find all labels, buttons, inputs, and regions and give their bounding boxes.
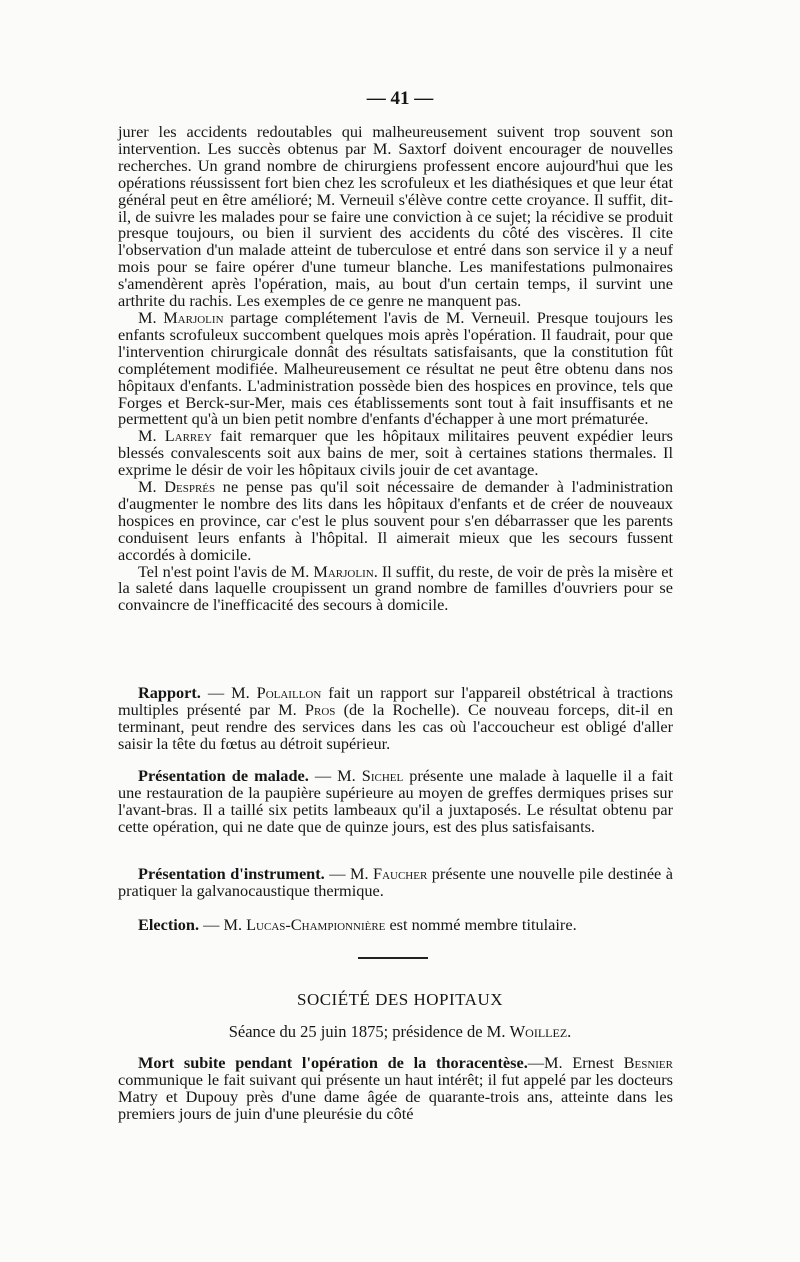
paragraph: M. Després ne pense pas qu'il soit nécessaire de demander à l'administration d'augmenter le nombre des lits dans les hôpitaux d'enfants et de créer de nouveaux hospices en province, car c'est le plus souvent pour s'en débarrasser que les parents conduisent leurs enfants à l'hôpital. Il aimerait mieux que les secours fussent accordés à domicile. <box>118 477 674 564</box>
author-name: Lucas-Championnière <box>246 915 386 934</box>
author-name: Marjolin <box>313 561 374 581</box>
continuation-text <box>118 124 673 614</box>
author-name: Faucher <box>373 864 428 883</box>
author-name: Larrey <box>164 426 212 446</box>
author-name: Després <box>164 477 216 497</box>
author-name: Pros <box>304 699 336 719</box>
president-name: Woillez <box>509 1022 568 1041</box>
society-title: SOCIÉTÉ DES HOPITAUX <box>296 990 504 1009</box>
author-name: Marjolin <box>163 307 224 327</box>
paragraph: Tel n'est point l'avis de M. Marjolin. Il suffit, du reste, de voir de près la misère et la saleté dans laquelle croupissent un grand nombre de familles d'ouvriers pour se convaincre de l'inefficacité des secours à domicile. <box>118 561 673 615</box>
presentation-malade-section: Présentation de malade. — M. Sichel présente une malade à laquelle il a fait une restauration de la paupière supérieure au moyen de greffes dermiques prises sur l'avant-bras. Il a taillé six petits lambeaux qu'il a juxtaposés. Le résultat obtenu par cette opération, qui ne date que de quinze jours, est des plus satisfaisants. <box>118 766 674 836</box>
page-number: — 41 — <box>366 88 434 109</box>
paragraph: M. Larrey fait remarquer que les hôpitaux militaires peuvent expédier leurs blessés convalescents soit aux bains de mer, soit à certaines stations thermales. Il exprime le désir de voir les hôpitaux civils jouir de cet avantage. <box>118 426 673 480</box>
election-section: Election. — M. Lucas-Championnière est nommé membre titulaire. <box>138 915 577 934</box>
presentation-instrument-section: Présentation d'instrument. — M. Faucher présente une nouvelle pile destinée à pratiquer la galvanocaustique thermique. <box>118 864 673 900</box>
author-name: Besnier <box>623 1053 673 1072</box>
paragraph: jurer les accidents redoutables qui malheureusement suivent trop souvent son intervention. Les succès obtenus par M. Saxtorf doivent encourager de nouvelles recherches. Un grand nombre de chirurgiens professent encore aujourd'hui que les opérations réussissent fort bien chez les scrofuleux et les diathésiques et que leur état général peut en être amélioré; M. Verneuil s'élève contre cette croyance. Il suffit, dit-il, de suivre les malades pour se faire une conviction à ce sujet; la récidive se produit presque toujours, ou bien il survient des accidents du côté des viscères. Il cite l'observation d'un malade atteint de tuberculose et entré dans son service il y a neuf mois pour se faire opérer d'une tumeur blanche. Les manifestations pulmonaires s'amendèrent après l'opération, mais, au bout d'un certain temps, il survint une arthrite du rachis. Les exemples de ce genre ne manquent pas. <box>118 122 673 311</box>
session-line: Séance du 25 juin 1875; présidence de M. Woillez. <box>228 1022 572 1041</box>
paragraph: M. Marjolin partage complétement l'avis de M. Verneuil. Presque toujours les enfants scrofuleux succombent quelques mois après l'opération. Il faudrait, pour que l'intervention chirurgicale donnât des résultats satisfaisants, que la constitution fût complétement modifiée. Malheureusement ce résultat ne peut être obtenu dans nos hôpitaux d'enfants. L'administration possède bien des hospices en province, tels que Forges et Berck-sur-Mer, mais ces établissements sont tout à fait insuffisants et ne permettent qu'à un bien petit nombre d'enfants d'échapper à une mort prématurée. <box>118 307 673 429</box>
author-name: Polaillon <box>256 683 322 702</box>
mort-subite-section: Mort subite pendant l'opération de la thoracentèse.—M. Ernest Besnier communique le fait suivant qui présente un haut intérêt; il fut appelé par les docteurs Matry et Dupouy près d'une dame âgée de quarante-trois ans, atteinte dans les premiers jours de juin d'une pleurésie du côté <box>118 1053 673 1123</box>
section-heading: Election. <box>138 915 200 934</box>
rapport-section: Rapport. — M. Polaillon fait un rapport sur l'appareil obstétrical à tractions multiples présenté par M. Pros (de la Rochelle). Ce nouveau forceps, dit-il en terminant, peut rendre des services dans les cas où l'accoucheur est obligé d'aller saisir la tête du fœtus au détroit supérieur. <box>118 683 673 753</box>
section-heading: Mort subite pendant l'opération de la thoracentèse. <box>138 1053 528 1072</box>
section-heading: Présentation de malade. <box>138 766 309 785</box>
section-heading: Présentation d'instrument. <box>138 864 325 883</box>
author-name: Sichel <box>361 766 404 785</box>
section-heading: Rapport. <box>138 683 201 702</box>
section-divider <box>358 957 428 959</box>
